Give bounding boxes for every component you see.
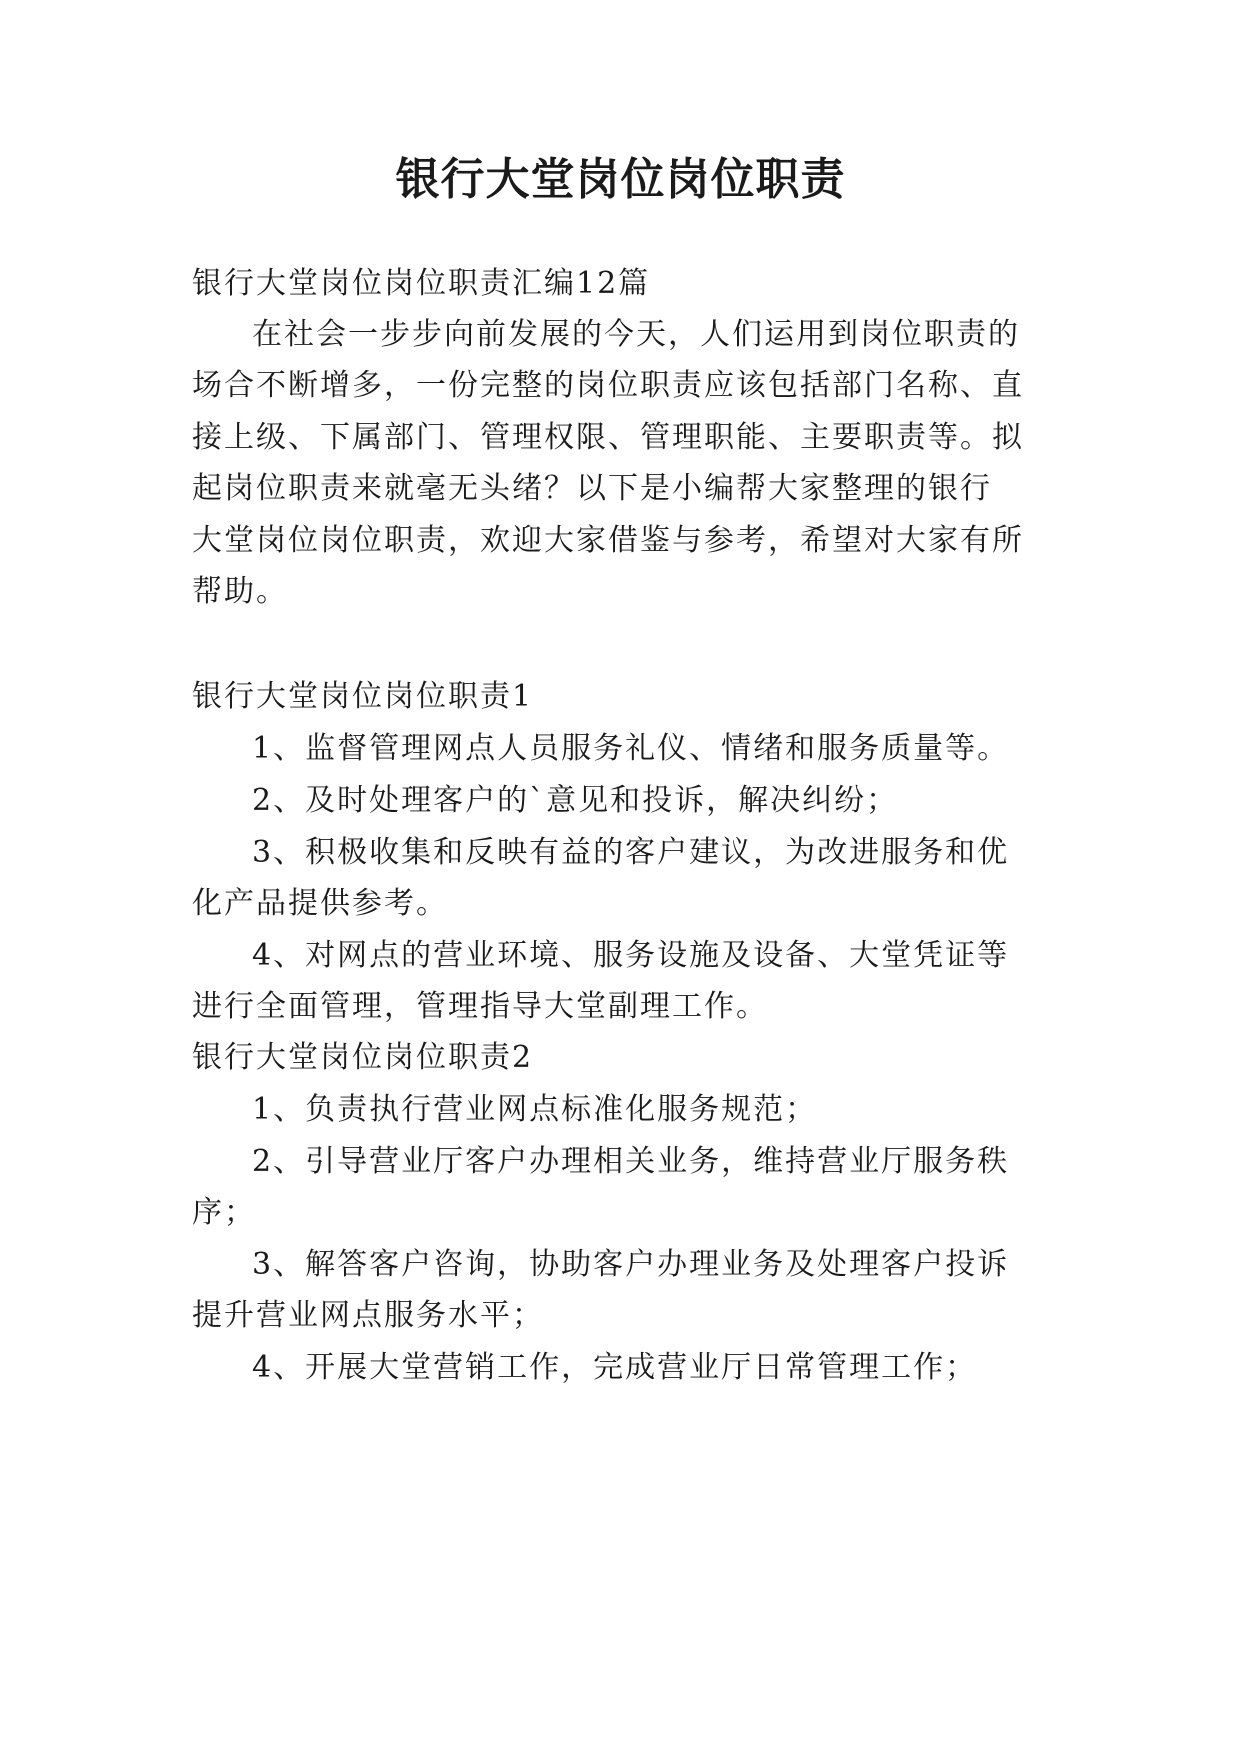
intro-line: 大堂岗位岗位职责，欢迎大家借鉴与参考，希望对大家有所 xyxy=(192,523,1024,558)
section-line: 2、及时处理客户的`意见和投诉，解决纠纷； xyxy=(252,783,899,818)
intro-line: 接上级、下属部门、管理权限、管理职能、主要职责等。拟 xyxy=(192,420,1024,455)
section-line: 4、开展大堂营销工作，完成营业厅日常管理工作； xyxy=(252,1350,978,1385)
section-line: 进行全面管理，管理指导大堂副理工作。 xyxy=(192,989,768,1024)
section-line: 1、监督管理网点人员服务礼仪、情绪和服务质量等。 xyxy=(252,731,1010,766)
section-line: 3、解答客户咨询，协助客户办理业务及处理客户投诉 xyxy=(252,1247,1010,1282)
section-line: 3、积极收集和反映有益的客户建议，为改进服务和优 xyxy=(252,835,1010,870)
intro-line: 起岗位职责来就毫无头绪？以下是小编帮大家整理的银行 xyxy=(192,471,992,506)
section-heading: 银行大堂岗位岗位职责2 xyxy=(192,1040,534,1075)
intro-line: 帮助。 xyxy=(192,574,288,609)
document-subtitle: 银行大堂岗位岗位职责汇编12篇 xyxy=(192,266,651,301)
section-line: 化产品提供参考。 xyxy=(192,886,448,921)
section-line: 序； xyxy=(192,1195,256,1230)
document-title: 银行大堂岗位岗位职责 xyxy=(395,154,846,205)
intro-line: 在社会一步步向前发展的今天，人们运用到岗位职责的 xyxy=(252,317,1020,352)
intro-line: 场合不断增多，一份完整的岗位职责应该包括部门名称、直 xyxy=(192,368,1024,403)
section-line: 1、负责执行营业网点标准化服务规范； xyxy=(252,1092,818,1127)
section-heading: 银行大堂岗位岗位职责1 xyxy=(192,679,534,714)
section-line: 2、引导营业厅客户办理相关业务，维持营业厅服务秩 xyxy=(252,1144,1010,1179)
section-line: 4、对网点的营业环境、服务设施及设备、大堂凭证等 xyxy=(252,938,1010,973)
section-line: 提升营业网点服务水平； xyxy=(192,1298,544,1333)
